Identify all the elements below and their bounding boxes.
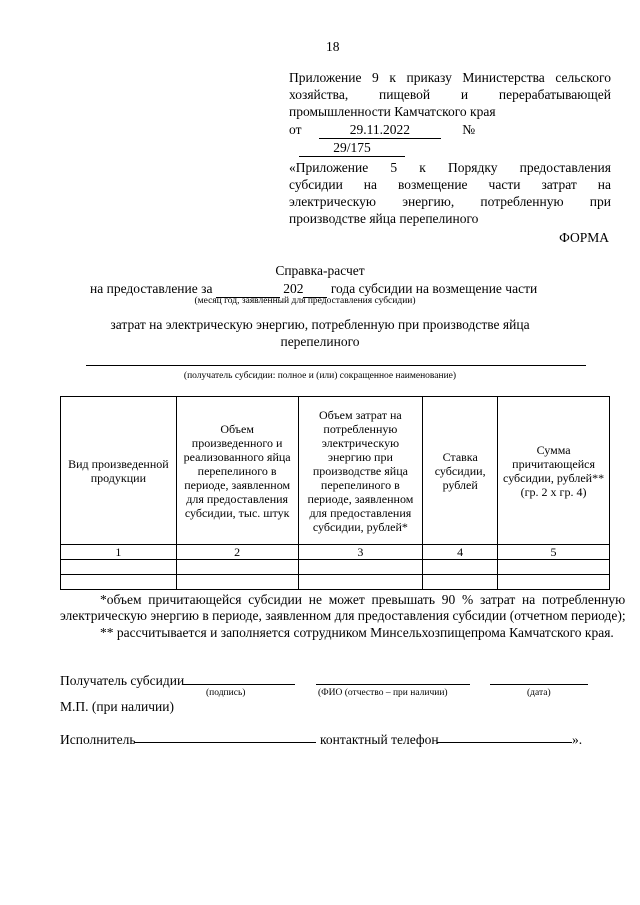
period-hint: (месяц год, заявленный для предоставления субсидии) [194, 296, 416, 306]
note-2: ** рассчитывается и заполняется сотрудником Минсельхозпищепрома Камчатского края. [100, 625, 614, 640]
table-row [61, 575, 610, 590]
table-number-row [61, 545, 610, 560]
fio-field[interactable] [316, 684, 470, 685]
date-hint: (дата) [527, 688, 551, 698]
table-cell[interactable] [498, 560, 610, 575]
header-subsidy-rate: Ставка субсидии, рублей [423, 397, 498, 545]
from-label: от [289, 122, 302, 137]
table-row [61, 560, 610, 575]
header-subsidy-amount: Сумма причитающейся субсидии, рублей** (гр. 2 х гр. 4) [498, 397, 610, 545]
order-ref-line-3: электрическую энергию, потребленную при [289, 194, 611, 209]
table-cell[interactable] [298, 575, 423, 590]
appendix-line-2: хозяйства, пищевой и перерабатывающей [289, 87, 611, 102]
appendix-line-1: Приложение 9 к приказу Министерства сельского [289, 70, 611, 85]
phone-label: контактный телефон [320, 732, 439, 747]
title-line-3: перепелиного [280, 334, 360, 349]
calculation-table [60, 396, 610, 590]
document-heading: Справка-расчет [275, 263, 365, 278]
executor-field[interactable] [135, 742, 316, 743]
table-cell[interactable] [61, 560, 177, 575]
table-cell[interactable] [176, 560, 298, 575]
date-field[interactable] [490, 684, 588, 685]
col-number: 2 [176, 545, 298, 560]
header-egg-volume: Объем произведенного и реализованного яйца перепелиного в периоде, заявленном для предоставления субсидии, тыс. штук [176, 397, 298, 545]
col-number: 4 [423, 545, 498, 560]
order-number: 29/175 [299, 139, 405, 157]
table-cell[interactable] [423, 560, 498, 575]
col-number: 1 [61, 545, 177, 560]
header-energy-costs: Объем затрат на потребленную электрическую энергию при производстве яйца перепелиного в периоде, заявленном для предоставления субсидии, рублей* [298, 397, 423, 545]
table-cell[interactable] [423, 575, 498, 590]
order-ref-line-2: субсидии на возмещение части затрат на [289, 177, 611, 192]
executor-label: Исполнитель [60, 732, 136, 747]
order-ref-line-1: «Приложение 5 к Порядку предоставления [289, 160, 611, 175]
table-cell[interactable] [498, 575, 610, 590]
col-number: 3 [298, 545, 423, 560]
recipient-hint: (получатель субсидии: полное и (или) сокращенное наименование) [183, 371, 457, 381]
title-line-1-end: года субсидии на возмещение части [330, 281, 538, 296]
form-label: ФОРМА [559, 230, 609, 245]
col-number: 5 [498, 545, 610, 560]
number-label: № [462, 122, 476, 137]
fio-hint: (ФИО (отчество – при наличии) [318, 688, 448, 698]
page-number: 18 [326, 39, 340, 54]
title-line-2: затрат на электрическую энергию, потребленную при производстве яйца [110, 317, 530, 332]
order-ref-line-4: производстве яйца перепелиного [289, 211, 479, 226]
header-product-type: Вид произведенной продукции [61, 397, 177, 545]
title-year-prefix: 202 [283, 281, 304, 296]
phone-field[interactable] [437, 742, 572, 743]
note-1-line-1: *объем причитающейся субсидии не может превышать 90 % затрат на потребленную [100, 592, 626, 607]
table-cell[interactable] [176, 575, 298, 590]
signature-field[interactable] [183, 684, 295, 685]
signature-hint: (подпись) [206, 688, 246, 698]
title-line-1-start: на предоставление за [90, 281, 213, 296]
recipient-label: Получатель субсидии [60, 673, 185, 688]
note-1-line-2: электрическую энергию в периоде, заявленном для предоставления субсидии (отчетном периоде); [60, 608, 626, 623]
closing-quote: ». [572, 732, 583, 747]
table-cell[interactable] [61, 575, 177, 590]
table-header-row [61, 397, 610, 545]
stamp-label: М.П. (при наличии) [60, 699, 174, 714]
order-date: 29.11.2022 [319, 121, 441, 139]
appendix-date-row [289, 121, 589, 157]
table-cell[interactable] [298, 560, 423, 575]
appendix-line-3: промышленности Камчатского края [289, 104, 496, 119]
recipient-name-line [86, 365, 586, 366]
